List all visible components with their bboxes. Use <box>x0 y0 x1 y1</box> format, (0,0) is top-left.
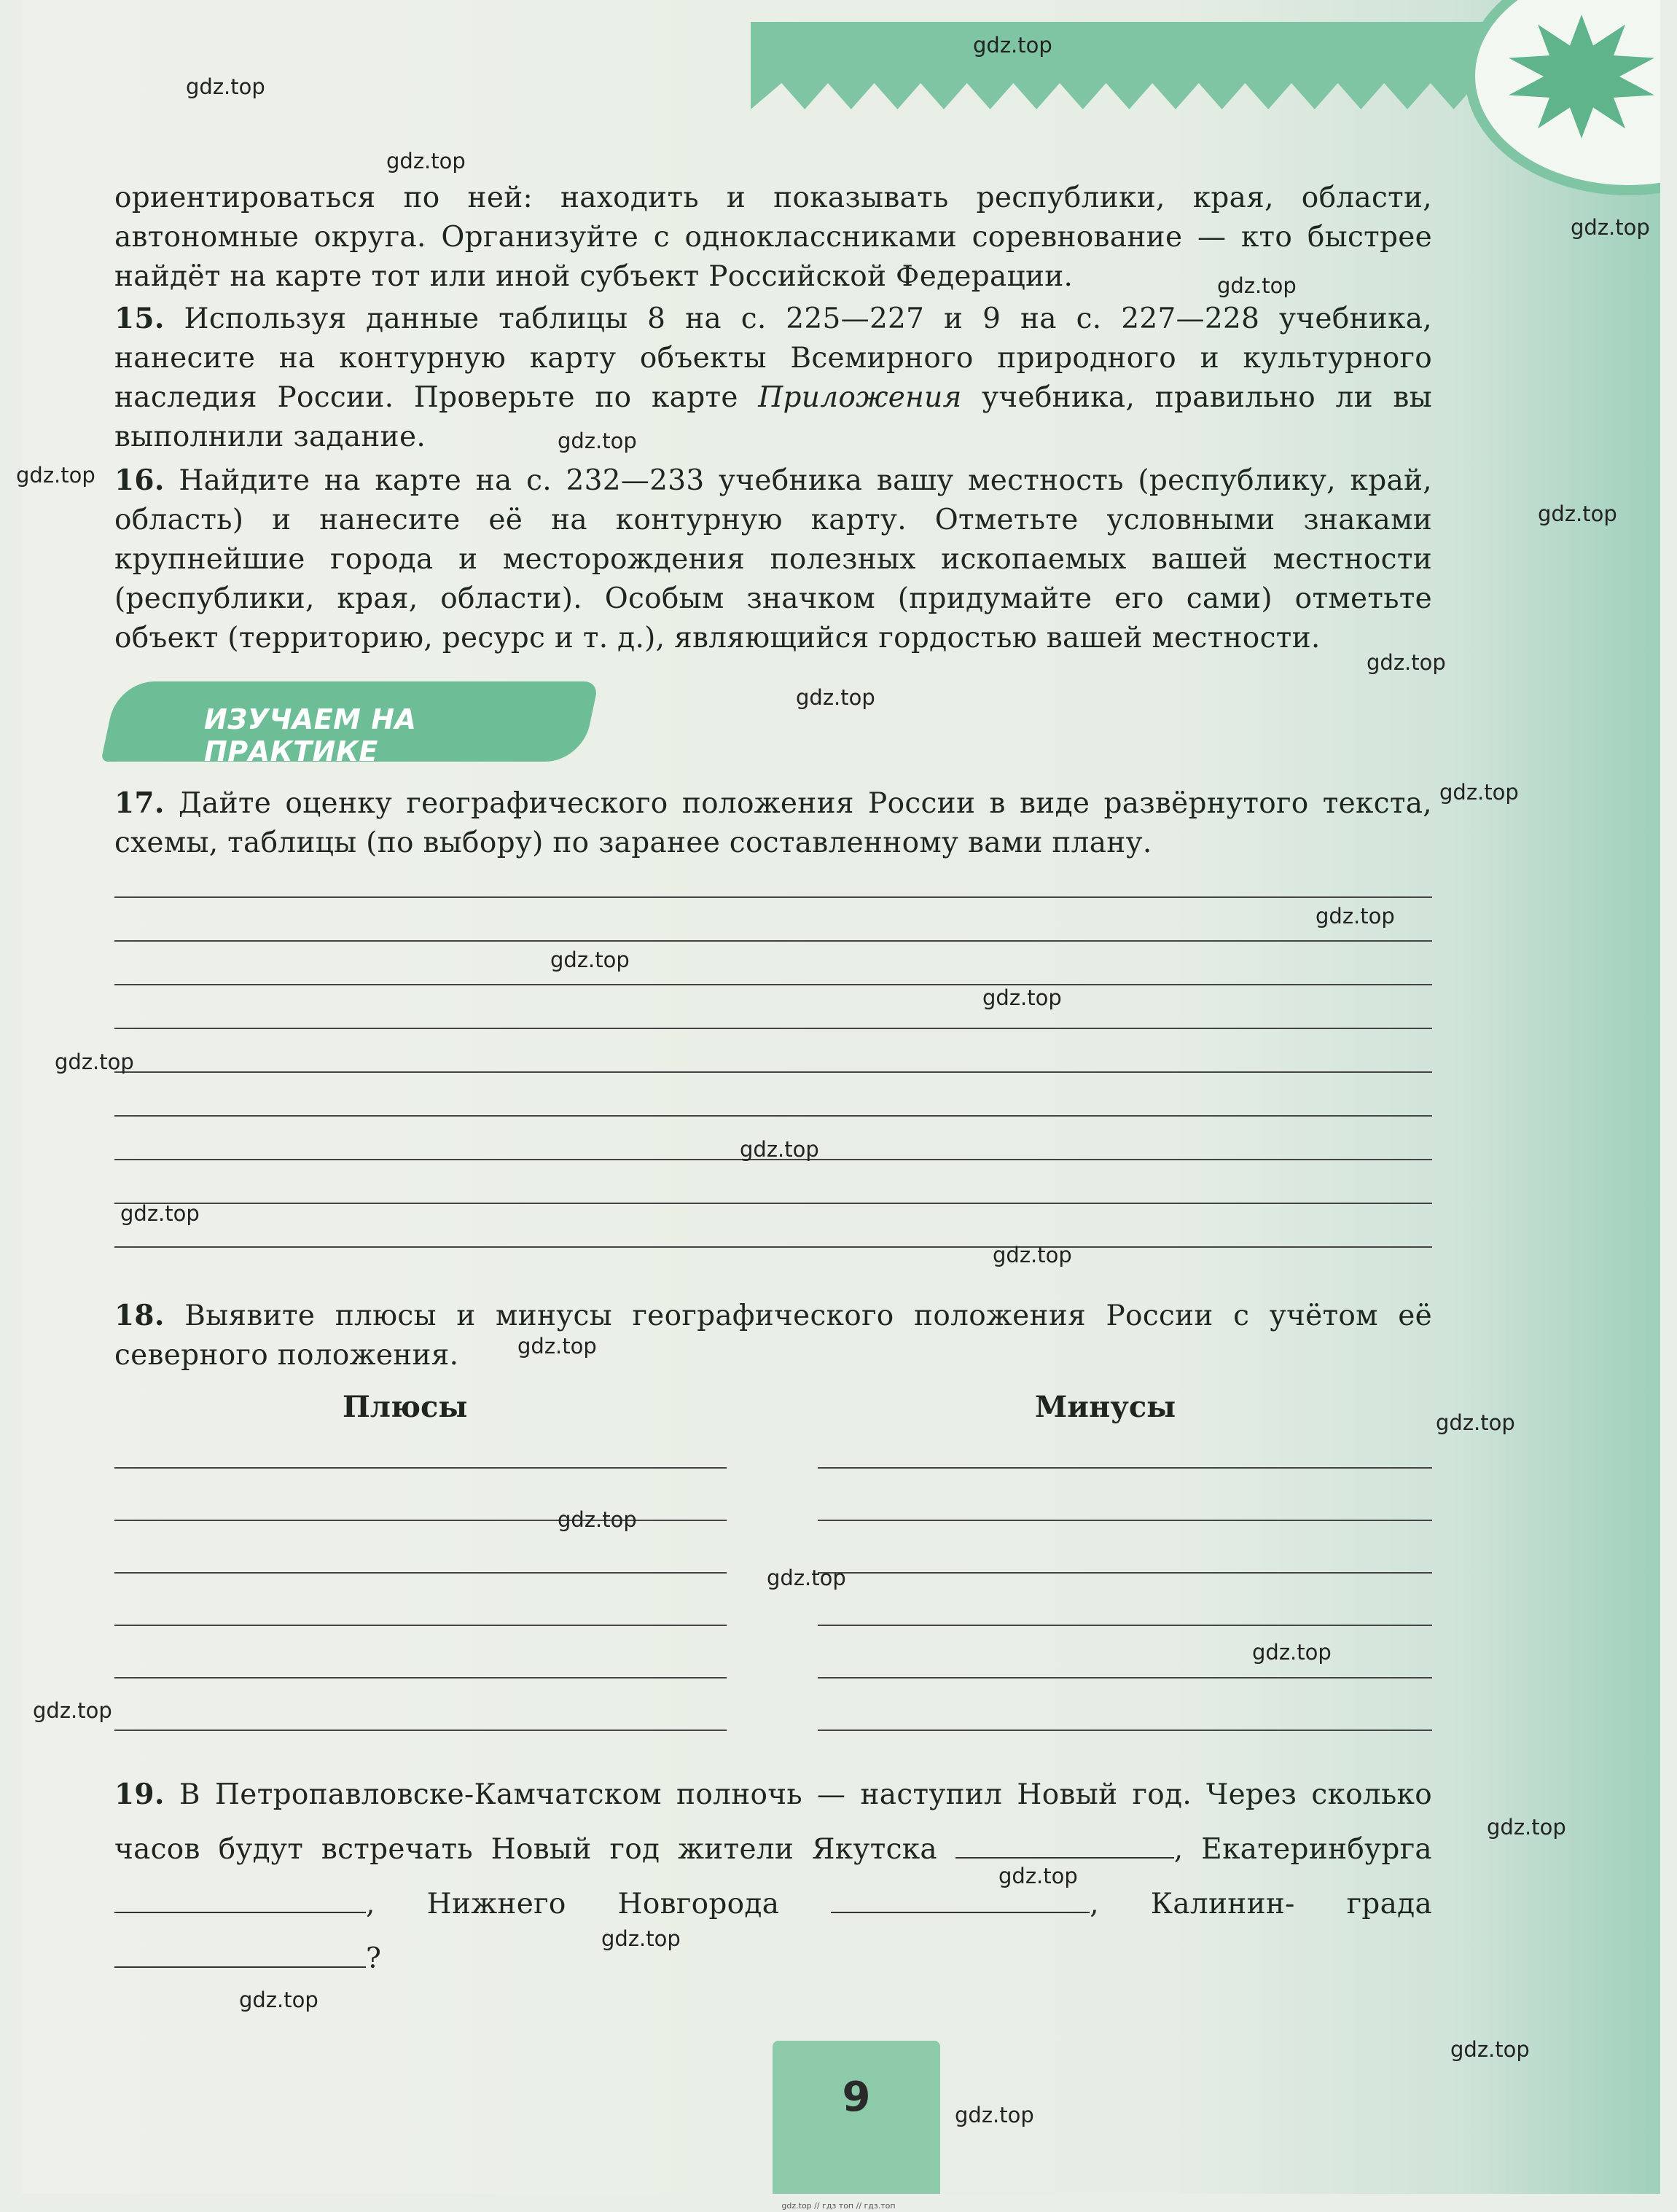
watermark: gdz.top <box>120 1201 200 1226</box>
answer-line[interactable] <box>114 984 1432 985</box>
answer-line[interactable] <box>114 1203 1432 1204</box>
watermark: gdz.top <box>186 74 265 99</box>
watermark: gdz.top <box>550 947 630 972</box>
column-minus-heading: Минусы <box>1035 1390 1176 1424</box>
task-15-text-end: учебника, правильно ли вы выполнили задание. <box>114 381 1432 453</box>
answer-line[interactable] <box>114 896 1432 898</box>
task-15 <box>114 299 1432 457</box>
watermark: gdz.top <box>386 149 466 173</box>
task-19-city: града <box>1346 1888 1432 1920</box>
task-16 <box>114 461 1432 658</box>
answer-blank-nizhny-novgorod[interactable] <box>831 1887 1090 1913</box>
watermark: gdz.top <box>1252 1640 1332 1665</box>
watermark: gdz.top <box>740 1137 819 1162</box>
watermark: gdz.top <box>16 463 95 488</box>
minus-answer-line[interactable] <box>818 1625 1432 1626</box>
task-19-end: ? <box>366 1942 382 1975</box>
answer-line[interactable] <box>114 1115 1432 1117</box>
watermark: gdz.top <box>1450 2037 1530 2062</box>
answer-blank-yakutsk[interactable] <box>955 1832 1174 1859</box>
minus-answer-line[interactable] <box>818 1572 1432 1574</box>
workbook-page <box>22 0 1660 2194</box>
watermark: gdz.top <box>982 985 1062 1010</box>
watermark: gdz.top <box>558 429 637 453</box>
task-19-text: В Петропавловске-Камчатском полночь — наступил Новый год. Через сколько часов будут встречать Новый год жители Якутска <box>114 1778 1432 1866</box>
answer-blank-ekaterinburg[interactable] <box>114 1887 366 1913</box>
task-15-text: Используя данные таблицы 8 на с. 225—227 и 9 на с. 227—228 учебника, нанесите на контурную карту объекты Всемирного природного и культурного наследия России. Проверьте по карте <box>114 302 1432 414</box>
header-decoration <box>751 22 1523 109</box>
section-banner <box>109 681 590 767</box>
watermark: gdz.top <box>955 2103 1034 2127</box>
watermark: gdz.top <box>1487 1815 1566 1840</box>
watermark: gdz.top <box>1367 650 1446 675</box>
minus-answer-line[interactable] <box>818 1730 1432 1731</box>
plus-answer-line[interactable] <box>114 1730 727 1731</box>
task-19 <box>114 1767 1432 1986</box>
watermark: gdz.top <box>993 1243 1072 1267</box>
task-18-text: Выявите плюсы и минусы географического положения России с учётом её северного положения. <box>114 1300 1432 1372</box>
task-16-text: Найдите на карте на с. 232—233 учебника вашу местность (республику, край, область) и нанесите её на контурную карту. Отметьте условными знаками крупнейшие города и месторождения полезных ископаемых вашей местности (республики, края, области). Особым значком (придумайте его сами) отметьте объект (территорию, ресурс и т. д.), являющийся гордостью вашей местности. <box>114 464 1432 654</box>
task-17 <box>114 783 1432 863</box>
watermark: gdz.top <box>998 1864 1078 1888</box>
watermark: gdz.top <box>796 685 875 710</box>
task-19-sep: , <box>1173 1833 1184 1866</box>
task-19-number: 19. <box>114 1778 165 1811</box>
watermark: gdz.top <box>239 1988 318 2012</box>
page-number-box <box>773 2041 940 2194</box>
watermark: gdz.top <box>55 1050 134 1074</box>
watermark: gdz.top <box>1316 904 1395 929</box>
watermark: gdz.top <box>558 1507 637 1532</box>
answer-line[interactable] <box>114 1246 1432 1248</box>
answer-line[interactable] <box>114 1028 1432 1029</box>
task-16-number: 16. <box>114 464 165 497</box>
watermark: gdz.top <box>1217 273 1297 298</box>
task-17-text: Дайте оценку географического положения России в виде развёрнутого текста, схемы, таблицы (по выбору) по заранее составленному вами плану. <box>114 787 1432 859</box>
answer-line[interactable] <box>114 940 1432 942</box>
watermark: gdz.top <box>33 1698 112 1723</box>
plus-answer-line[interactable] <box>114 1677 727 1678</box>
minus-answer-line[interactable] <box>818 1677 1432 1678</box>
minus-answer-line[interactable] <box>818 1520 1432 1521</box>
plus-answer-line[interactable] <box>114 1625 727 1626</box>
watermark: gdz.top <box>601 1926 681 1951</box>
watermark: gdz.top <box>517 1334 597 1359</box>
page-number: 9 <box>842 2074 871 2121</box>
task-19-city: Екатеринбурга <box>1201 1833 1432 1866</box>
watermark: gdz.top <box>973 33 1052 58</box>
watermark: gdz.top <box>1571 215 1650 240</box>
watermark: gdz.top <box>767 1566 846 1590</box>
task-15-italic: Приложения <box>758 381 962 414</box>
bottom-note: gdz.top // гдз топ // гдз.топ <box>781 2201 896 2211</box>
answer-line[interactable] <box>114 1071 1432 1073</box>
task-15-number: 15. <box>114 302 165 335</box>
watermark: gdz.top <box>1538 501 1617 526</box>
task-19-city: , Нижнего Новгорода <box>366 1888 780 1920</box>
watermark: gdz.top <box>1436 1410 1515 1435</box>
intro-paragraph: ориентироваться по ней: находить и показывать республики, края, области, автономные округа. Организуйте с одноклассниками соревнование — кто быстрее найдёт на карте тот или иной субъект Российской Федерации. <box>114 181 1432 293</box>
task-19-city: , Калинин- <box>1090 1888 1295 1920</box>
watermark: gdz.top <box>1439 780 1519 805</box>
task-18-number: 18. <box>114 1299 165 1332</box>
task-17-number: 17. <box>114 786 165 820</box>
answer-blank-kaliningrad[interactable] <box>114 1942 366 1968</box>
plus-answer-line[interactable] <box>114 1467 727 1469</box>
section-banner-title: ИЗУЧАЕМ НА ПРАКТИКЕ <box>204 703 417 767</box>
column-plus-heading: Плюсы <box>343 1390 468 1424</box>
task-18 <box>114 1296 1432 1375</box>
plus-answer-line[interactable] <box>114 1572 727 1574</box>
minus-answer-line[interactable] <box>818 1467 1432 1469</box>
